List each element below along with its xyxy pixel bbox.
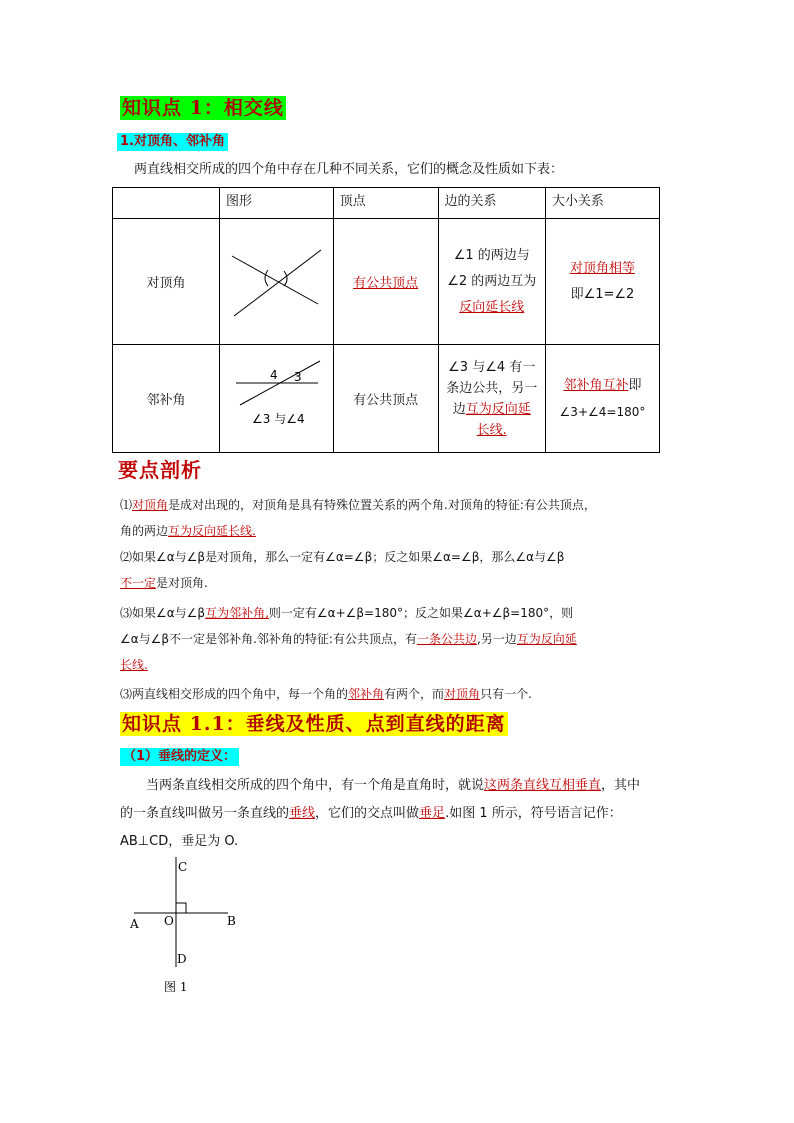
line-2 bbox=[232, 256, 318, 304]
label-d: D bbox=[177, 952, 187, 966]
size-text-suffix: 即 bbox=[628, 377, 642, 393]
label-a: A bbox=[130, 917, 139, 931]
edge-text-line: ∠1 的两边与 bbox=[453, 247, 530, 263]
point-1-line-1 bbox=[120, 495, 680, 515]
definition-text: ，其中 bbox=[601, 778, 641, 793]
adjacent-angle-edge-cell bbox=[438, 345, 545, 453]
vertical-angle-edge-cell bbox=[438, 219, 545, 345]
angle-arc-left bbox=[265, 270, 268, 286]
point-3-line-1 bbox=[120, 603, 680, 623]
vertical-angle-vertex-cell bbox=[333, 219, 438, 345]
line-1 bbox=[234, 250, 321, 316]
subheading-vertical-angles: 1.对顶角、邻补角 bbox=[117, 133, 228, 151]
point-2-text: 是对顶角. bbox=[156, 576, 208, 590]
table-row bbox=[113, 219, 660, 345]
vertical-angle-figure-cell bbox=[220, 219, 334, 345]
size-text-line: 对顶角相等 bbox=[569, 260, 635, 276]
angle-arc-right bbox=[284, 271, 287, 286]
definition-line-3: AB⊥CD，垂足为 O. bbox=[120, 834, 239, 849]
figure-caption: ∠3 与∠4 bbox=[252, 411, 305, 426]
point-1-text: 是成对出现的，对顶角是具有特殊位置关系的两个角.对顶角的特征:有公共顶点， bbox=[168, 498, 596, 512]
angle-label-3: 3 bbox=[294, 369, 302, 384]
figure-1-perpendicular bbox=[120, 855, 260, 1000]
adjacent-angle-size-cell bbox=[545, 345, 659, 453]
table-header-row bbox=[113, 188, 660, 219]
point-3-line-3 bbox=[120, 655, 148, 675]
table-header-cell: 图形 bbox=[220, 188, 334, 219]
edge-text-line bbox=[439, 399, 545, 420]
section-heading-1: 知识点 1：相交线 bbox=[122, 97, 284, 119]
table-header-cell: 顶点 bbox=[333, 188, 438, 219]
label-c: C bbox=[178, 860, 188, 874]
point-2-red: 不一定 bbox=[120, 576, 157, 590]
point-3-red: 长线. bbox=[120, 658, 148, 672]
adjacent-angle-figure-cell bbox=[220, 345, 334, 453]
point-3-red: 互为反向延 bbox=[516, 632, 577, 646]
point-3-text: ∠α与∠β不一定是邻补角.邻补角的特征:有公共顶点，有 bbox=[120, 632, 417, 646]
definition-line-2 bbox=[120, 804, 680, 824]
definition-text: 当两条直线相交所成的四个角中，有一个角是直角时，就说 bbox=[146, 778, 485, 793]
adjacent-angle-figure bbox=[226, 357, 326, 437]
point-1-red: 对顶角 bbox=[132, 498, 169, 512]
point-3-text: 则一定有∠α+∠β=180°；反之如果∠α+∠β=180°，则 bbox=[268, 606, 574, 620]
definition-text: 的一条直线叫做另一条直线的 bbox=[120, 806, 290, 821]
label-o: O bbox=[164, 914, 174, 928]
definition-red: 这两条直线互相垂直 bbox=[484, 778, 602, 793]
vertex-text: 有公共顶点 bbox=[353, 393, 419, 408]
edge-text-prefix: 边 bbox=[452, 401, 466, 417]
point-4-text: 只有一个. bbox=[480, 687, 532, 701]
adjacent-angle-vertex-cell bbox=[333, 345, 438, 453]
subheading-perpendicular-def: （1）垂线的定义： bbox=[120, 748, 239, 766]
edge-text-line: ∠3 与∠4 有一 bbox=[448, 359, 536, 375]
point-2-line-1: ⑵如果∠α与∠β是对顶角，那么一定有∠α=∠β；反之如果∠α=∠β，那么∠α与∠β bbox=[120, 550, 565, 564]
size-text-line: ∠3+∠4=180° bbox=[559, 404, 646, 419]
angle-relation-table bbox=[112, 187, 660, 453]
size-text-line bbox=[546, 373, 659, 399]
point-4-text: 有两个，而 bbox=[384, 687, 445, 701]
definition-text: .如图 1 所示，符号语言记作： bbox=[445, 806, 622, 821]
edge-text-line: 长线. bbox=[476, 422, 507, 438]
point-2-line-2 bbox=[120, 573, 208, 593]
definition-red: 垂线 bbox=[289, 806, 316, 821]
definition-text: ，它们的交点叫做 bbox=[315, 806, 420, 821]
figure-caption: 图 1 bbox=[164, 980, 188, 994]
point-4-text: ⑶两直线相交形成的四个角中，每一个角的 bbox=[120, 687, 349, 701]
vertical-angle-figure bbox=[226, 240, 326, 320]
edge-text-line: ∠2 的两边互为 bbox=[447, 273, 537, 289]
vertical-angle-size-cell bbox=[545, 219, 659, 345]
point-1-text: 角的两边 bbox=[120, 524, 169, 538]
table-header-cell: 大小关系 bbox=[545, 188, 659, 219]
point-4-red: 对顶角 bbox=[444, 687, 481, 701]
intro-paragraph: 两直线相交所成的四个角中存在几种不同关系，它们的概念及性质如下表： bbox=[134, 162, 564, 177]
table-row bbox=[113, 345, 660, 453]
definition-red: 垂足 bbox=[419, 806, 446, 821]
key-points-title: 要点剖析 bbox=[118, 458, 202, 482]
right-angle-mark bbox=[176, 903, 186, 913]
label-b: B bbox=[227, 914, 236, 928]
point-1-prefix: ⑴ bbox=[120, 498, 133, 512]
point-4-red: 邻补角 bbox=[348, 687, 385, 701]
size-text-red: 邻补角互补 bbox=[563, 377, 629, 393]
row-name-adjacent-angle: 邻补角 bbox=[113, 345, 220, 453]
point-1-red: 互为反向延长线. bbox=[168, 524, 256, 538]
angle-label-4: 4 bbox=[270, 367, 278, 382]
point-3-red: 互为邻补角, bbox=[205, 606, 269, 620]
point-3-text: ,另一边 bbox=[476, 632, 517, 646]
point-3-line-2 bbox=[120, 629, 680, 649]
edge-text-red: 互为反向延 bbox=[465, 401, 531, 417]
point-4-line bbox=[120, 684, 680, 704]
point-3-text: ⑶如果∠α与∠β bbox=[120, 606, 206, 620]
definition-line-1 bbox=[146, 776, 676, 796]
size-text-line: 即∠1=∠2 bbox=[570, 286, 635, 302]
edge-text-line: 反向延长线 bbox=[459, 299, 525, 315]
row-name-vertical-angle: 对顶角 bbox=[113, 219, 220, 345]
table-header-cell: 边的关系 bbox=[438, 188, 545, 219]
edge-text-line: 条边公共，另一 bbox=[446, 380, 538, 396]
table-header-cell bbox=[113, 188, 220, 219]
vertex-text: 有公共顶点 bbox=[353, 276, 419, 291]
section-heading-2: 知识点 1.1：垂线及性质、点到直线的距离 bbox=[122, 713, 506, 735]
point-3-red: 一条公共边 bbox=[416, 632, 477, 646]
point-1-line-2 bbox=[120, 521, 256, 541]
